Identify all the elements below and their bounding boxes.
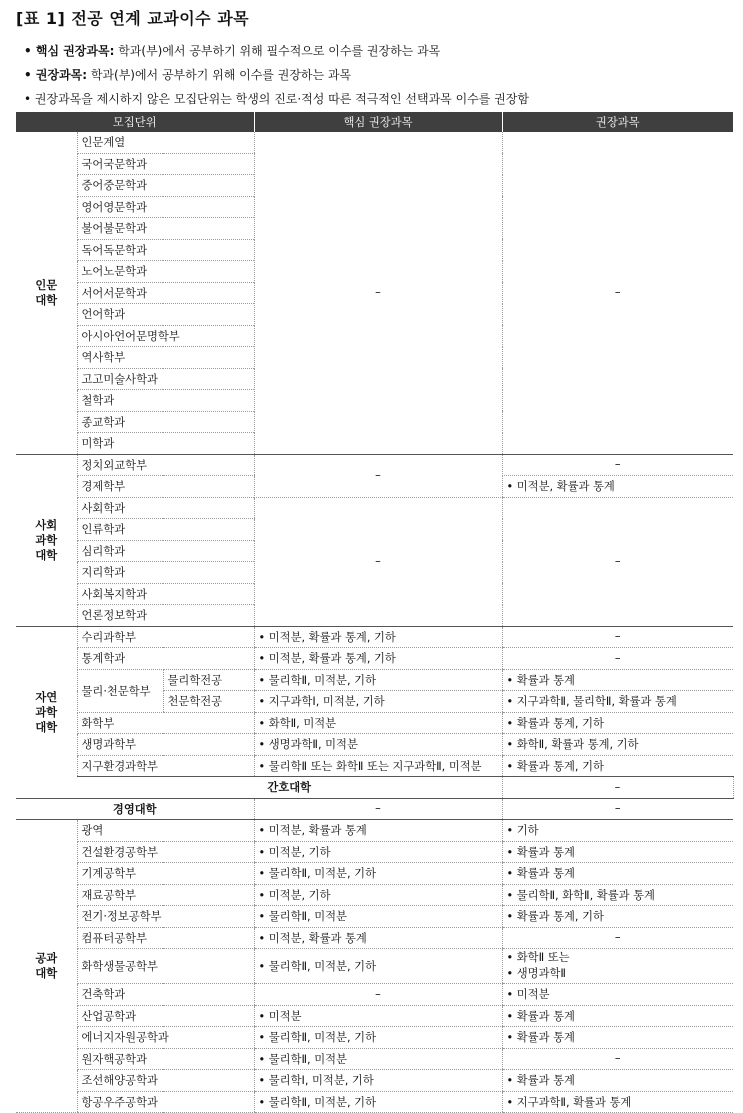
rec-cell: • 미적분, 확률과 통계	[502, 476, 733, 498]
core-cell: • 물리학Ⅱ, 미적분	[254, 906, 502, 928]
core-cell: • 미적분, 확률과 통계, 기하	[254, 626, 502, 648]
table-row	[16, 648, 733, 670]
header-unit: 모집단위	[16, 112, 254, 132]
rec-cell: • 확률과 통계	[502, 1027, 733, 1049]
unit-cell: 철학과	[77, 390, 254, 412]
core-cell: • 미적분, 확률과 통계	[254, 820, 502, 842]
core-cell: –	[254, 454, 502, 497]
table-row	[16, 1005, 733, 1027]
unit-cell: 원자핵공학과	[77, 1048, 254, 1070]
unit-cell: 심리학과	[77, 540, 254, 562]
core-cell: • 지구과학Ⅰ, 미적분, 기하	[254, 691, 502, 713]
rec-cell: • 확률과 통계	[502, 669, 733, 691]
unit-cell: 언론정보학과	[77, 605, 254, 627]
rec-cell	[502, 949, 733, 984]
core-cell: • 미적분, 기하	[254, 841, 502, 863]
table-row	[16, 884, 733, 906]
table-row	[16, 1091, 733, 1113]
rec-cell: –	[502, 626, 733, 648]
rec-cell: • 지구과학Ⅱ, 물리학Ⅱ, 확률과 통계	[502, 691, 733, 713]
unit-cell: 재료공학부	[77, 884, 254, 906]
rec-cell: • 기하	[502, 820, 733, 842]
core-cell: –	[254, 497, 502, 626]
core-cell: • 물리학Ⅱ, 미적분, 기하	[254, 1091, 502, 1113]
table-row	[16, 734, 733, 756]
table-row	[16, 927, 733, 949]
unit-cell: 건설환경공학부	[77, 841, 254, 863]
unit-cell: 수리과학부	[77, 626, 254, 648]
table-row	[16, 132, 733, 153]
rec-line: • 화학Ⅱ 또는	[506, 951, 570, 964]
table-title: [표 1] 전공 연계 교과이수 과목	[16, 9, 250, 28]
unit-cell: 광역	[77, 820, 254, 842]
note-general: • 권장과목을 제시하지 않은 모집단위는 학생의 진로·적성 따른 적극적인 선택과목 이수를 권장함	[24, 92, 529, 106]
unit-cell: 중어중문학과	[77, 175, 254, 197]
rec-cell: • 지구과학Ⅱ, 확률과 통계	[502, 1091, 733, 1113]
rec-cell: –	[502, 648, 733, 670]
unit-cell: 기계공학부	[77, 863, 254, 885]
core-cell: • 미적분, 확률과 통계, 기하	[254, 648, 502, 670]
rec-cell: • 물리학Ⅱ, 화학Ⅱ, 확률과 통계	[502, 884, 733, 906]
unit-cell: 노어노문학과	[77, 261, 254, 283]
unit-cell: 서어서문학과	[77, 282, 254, 304]
core-cell: –	[254, 132, 502, 454]
unit-cell: 국어국문학과	[77, 153, 254, 175]
rec-cell: –	[502, 1048, 733, 1070]
table-row	[16, 949, 733, 984]
unit-cell: 물리·천문학부	[77, 669, 163, 712]
table-body	[16, 132, 733, 1113]
note-core: • 핵심 권장과목: 학과(부)에서 공부하기 위해 필수적으로 이수를 권장하는 과목	[24, 44, 441, 58]
core-cell: • 미적분	[254, 1005, 502, 1027]
rec-cell: –	[502, 798, 733, 820]
table-row	[16, 1027, 733, 1049]
unit-cell: 독어독문학과	[77, 239, 254, 261]
header-recommended: 권장과목	[502, 112, 733, 132]
college-business: 경영대학	[16, 798, 254, 820]
unit-cell: 고고미술사학과	[77, 368, 254, 390]
unit-cell: 언어학과	[77, 304, 254, 326]
rec-cell: –	[502, 132, 733, 454]
rec-cell: • 확률과 통계, 기하	[502, 906, 733, 928]
core-cell: –	[502, 777, 733, 799]
core-cell: –	[254, 798, 502, 820]
core-cell: • 물리학Ⅱ, 미적분, 기하	[254, 949, 502, 984]
unit-cell: 에너지자원공학과	[77, 1027, 254, 1049]
unit-cell: 생명과학부	[77, 734, 254, 756]
table-row	[16, 841, 733, 863]
unit-cell: 아시아언어문명학부	[77, 325, 254, 347]
table-row	[16, 669, 733, 691]
unit-cell: 지구환경과학부	[77, 755, 254, 777]
unit-cell: 통계학과	[77, 648, 254, 670]
unit-cell: 인문계열	[77, 132, 254, 153]
unit-cell: 불어불문학과	[77, 218, 254, 240]
table-row	[16, 1070, 733, 1092]
table-row	[16, 712, 733, 734]
core-cell: • 물리학Ⅱ 또는 화학Ⅱ 또는 지구과학Ⅱ, 미적분	[254, 755, 502, 777]
unit-cell: 조선해양공학과	[77, 1070, 254, 1092]
table-row	[16, 863, 733, 885]
table-row	[16, 798, 733, 820]
unit-cell: 지리학과	[77, 562, 254, 584]
core-cell: • 물리학Ⅱ, 미적분, 기하	[254, 863, 502, 885]
rec-cell: • 확률과 통계, 기하	[502, 755, 733, 777]
table-row	[16, 755, 733, 777]
core-cell: • 미적분, 확률과 통계	[254, 927, 502, 949]
unit-cell: 역사학부	[77, 347, 254, 369]
college-science: 자연 과학 대학	[16, 626, 77, 798]
curriculum-table	[16, 112, 733, 1113]
table-header	[16, 112, 733, 132]
table-row	[16, 777, 733, 799]
table-row	[16, 626, 733, 648]
college-social: 사회 과학 대학	[16, 454, 77, 626]
rec-cell: –	[502, 497, 733, 626]
rec-cell: –	[502, 927, 733, 949]
rec-cell: • 확률과 통계	[502, 841, 733, 863]
table-row	[16, 454, 733, 476]
rec-cell: • 화학Ⅱ, 확률과 통계, 기하	[502, 734, 733, 756]
core-cell: –	[254, 984, 502, 1006]
table-row	[16, 497, 733, 519]
rec-cell: • 확률과 통계	[502, 1070, 733, 1092]
rec-cell: • 미적분	[502, 984, 733, 1006]
unit-cell: 영어영문학과	[77, 196, 254, 218]
table-row	[16, 906, 733, 928]
rec-cell: • 확률과 통계	[502, 863, 733, 885]
header-core: 핵심 권장과목	[254, 112, 502, 132]
unit-cell: 경제학부	[77, 476, 254, 498]
college-humanities: 인문 대학	[16, 132, 77, 454]
rec-cell: • 확률과 통계	[502, 1005, 733, 1027]
unit-cell: 화학생물공학부	[77, 949, 254, 984]
core-cell: • 물리학Ⅱ, 미적분, 기하	[254, 669, 502, 691]
unit-cell: 사회학과	[77, 497, 254, 519]
rec-cell: –	[502, 454, 733, 476]
core-cell: • 물리학Ⅱ, 미적분	[254, 1048, 502, 1070]
note-recommended: • 권장과목: 학과(부)에서 공부하기 위해 이수를 권장하는 과목	[24, 68, 352, 82]
core-cell: • 생명과학Ⅱ, 미적분	[254, 734, 502, 756]
subunit-cell: 천문학전공	[163, 691, 254, 713]
table-row	[16, 820, 733, 842]
unit-cell: 건축학과	[77, 984, 254, 1006]
unit-cell: 항공우주공학과	[77, 1091, 254, 1113]
rec-cell: • 확률과 통계, 기하	[502, 712, 733, 734]
subunit-cell: 물리학전공	[163, 669, 254, 691]
unit-cell: 산업공학과	[77, 1005, 254, 1027]
college-nursing: 간호대학	[77, 777, 502, 799]
core-cell: • 물리학Ⅱ, 미적분, 기하	[254, 1027, 502, 1049]
table-row	[16, 984, 733, 1006]
core-cell: • 물리학Ⅰ, 미적분, 기하	[254, 1070, 502, 1092]
unit-cell: 종교학과	[77, 411, 254, 433]
core-cell: • 화학Ⅱ, 미적분	[254, 712, 502, 734]
unit-cell: 전기·정보공학부	[77, 906, 254, 928]
unit-cell: 컴퓨터공학부	[77, 927, 254, 949]
core-cell: • 미적분, 기하	[254, 884, 502, 906]
unit-cell: 미학과	[77, 433, 254, 455]
unit-cell: 정치외교학부	[77, 454, 254, 476]
unit-cell: 화학부	[77, 712, 254, 734]
rec-line: • 생명과학Ⅱ	[506, 967, 566, 980]
unit-cell: 사회복지학과	[77, 583, 254, 605]
unit-cell: 인류학과	[77, 519, 254, 541]
table-row	[16, 1048, 733, 1070]
college-engineering: 공과 대학	[16, 820, 77, 1113]
